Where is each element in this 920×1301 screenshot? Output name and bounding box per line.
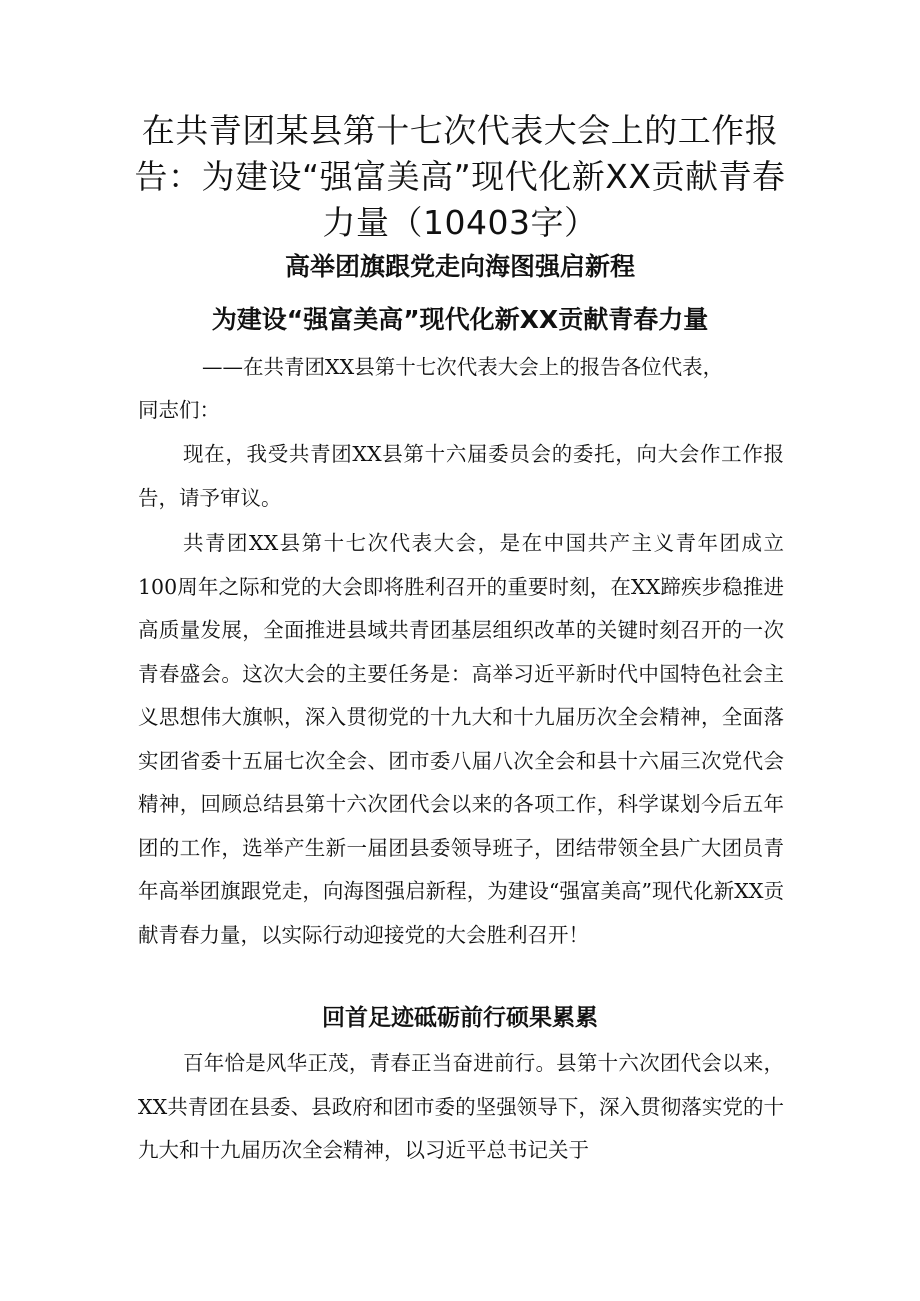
paragraph-commission: 现在，我受共青团XX县第十六届委员会的委托，向大会作工作报告，请予审议。 — [138, 442, 784, 510]
subtitle-theme: 为建设“强富美高”现代化新XX贡献青春力量 — [211, 305, 709, 334]
section-heading: 回首足迹砥砺前行硕果累累 — [322, 1005, 598, 1031]
salutation: 同志们： — [138, 398, 220, 422]
paragraph-review: 百年恰是风华正茂，青春正当奋进前行。县第十六次团代会以来，XX共青团在县委、县政府和团市委的坚强领导下，深入贯彻落实党的十九大和十九届历次全会精神，以习近平总书记关于 — [138, 1051, 784, 1162]
document-title: 在共青团某县第十七次代表大会上的工作报告：为建设“强富美高”现代化新XX贡献青春力量（10403字） — [134, 111, 786, 242]
paragraph-congress-tasks: 共青团XX县第十七次代表大会，是在中国共产主义青年团成立100周年之际和党的大会即将胜利召开的重要时刻，在XX蹄疾步稳推进高质量发展，全面推进县域共青团基层组织改革的关键时刻召开的一次青春盛会。这次大会的主要任务是：高举习近平新时代中国特色社会主义思想伟大旗帜，深入贯彻党的十九大和十九届历次全会精神，全面落实团省委十五届七次全会、团市委八届八次全会和县十六届三次党代会精神，回顾总结县第十六次团代会以来的各项工作，科学谋划今后五年团的工作，选举产生新一届团县委领导班子，团结带领全县广大团员青年高举团旗跟党走，向海图强启新程，为建设“强富美高”现代化新XX贡献青春力量，以实际行动迎接党的大会胜利召开！ — [138, 531, 784, 947]
report-intro-line: ——在共青团XX县第十七次代表大会上的报告各位代表， — [202, 355, 724, 379]
subtitle-slogan: 高举团旗跟党走向海图强启新程 — [284, 252, 635, 281]
